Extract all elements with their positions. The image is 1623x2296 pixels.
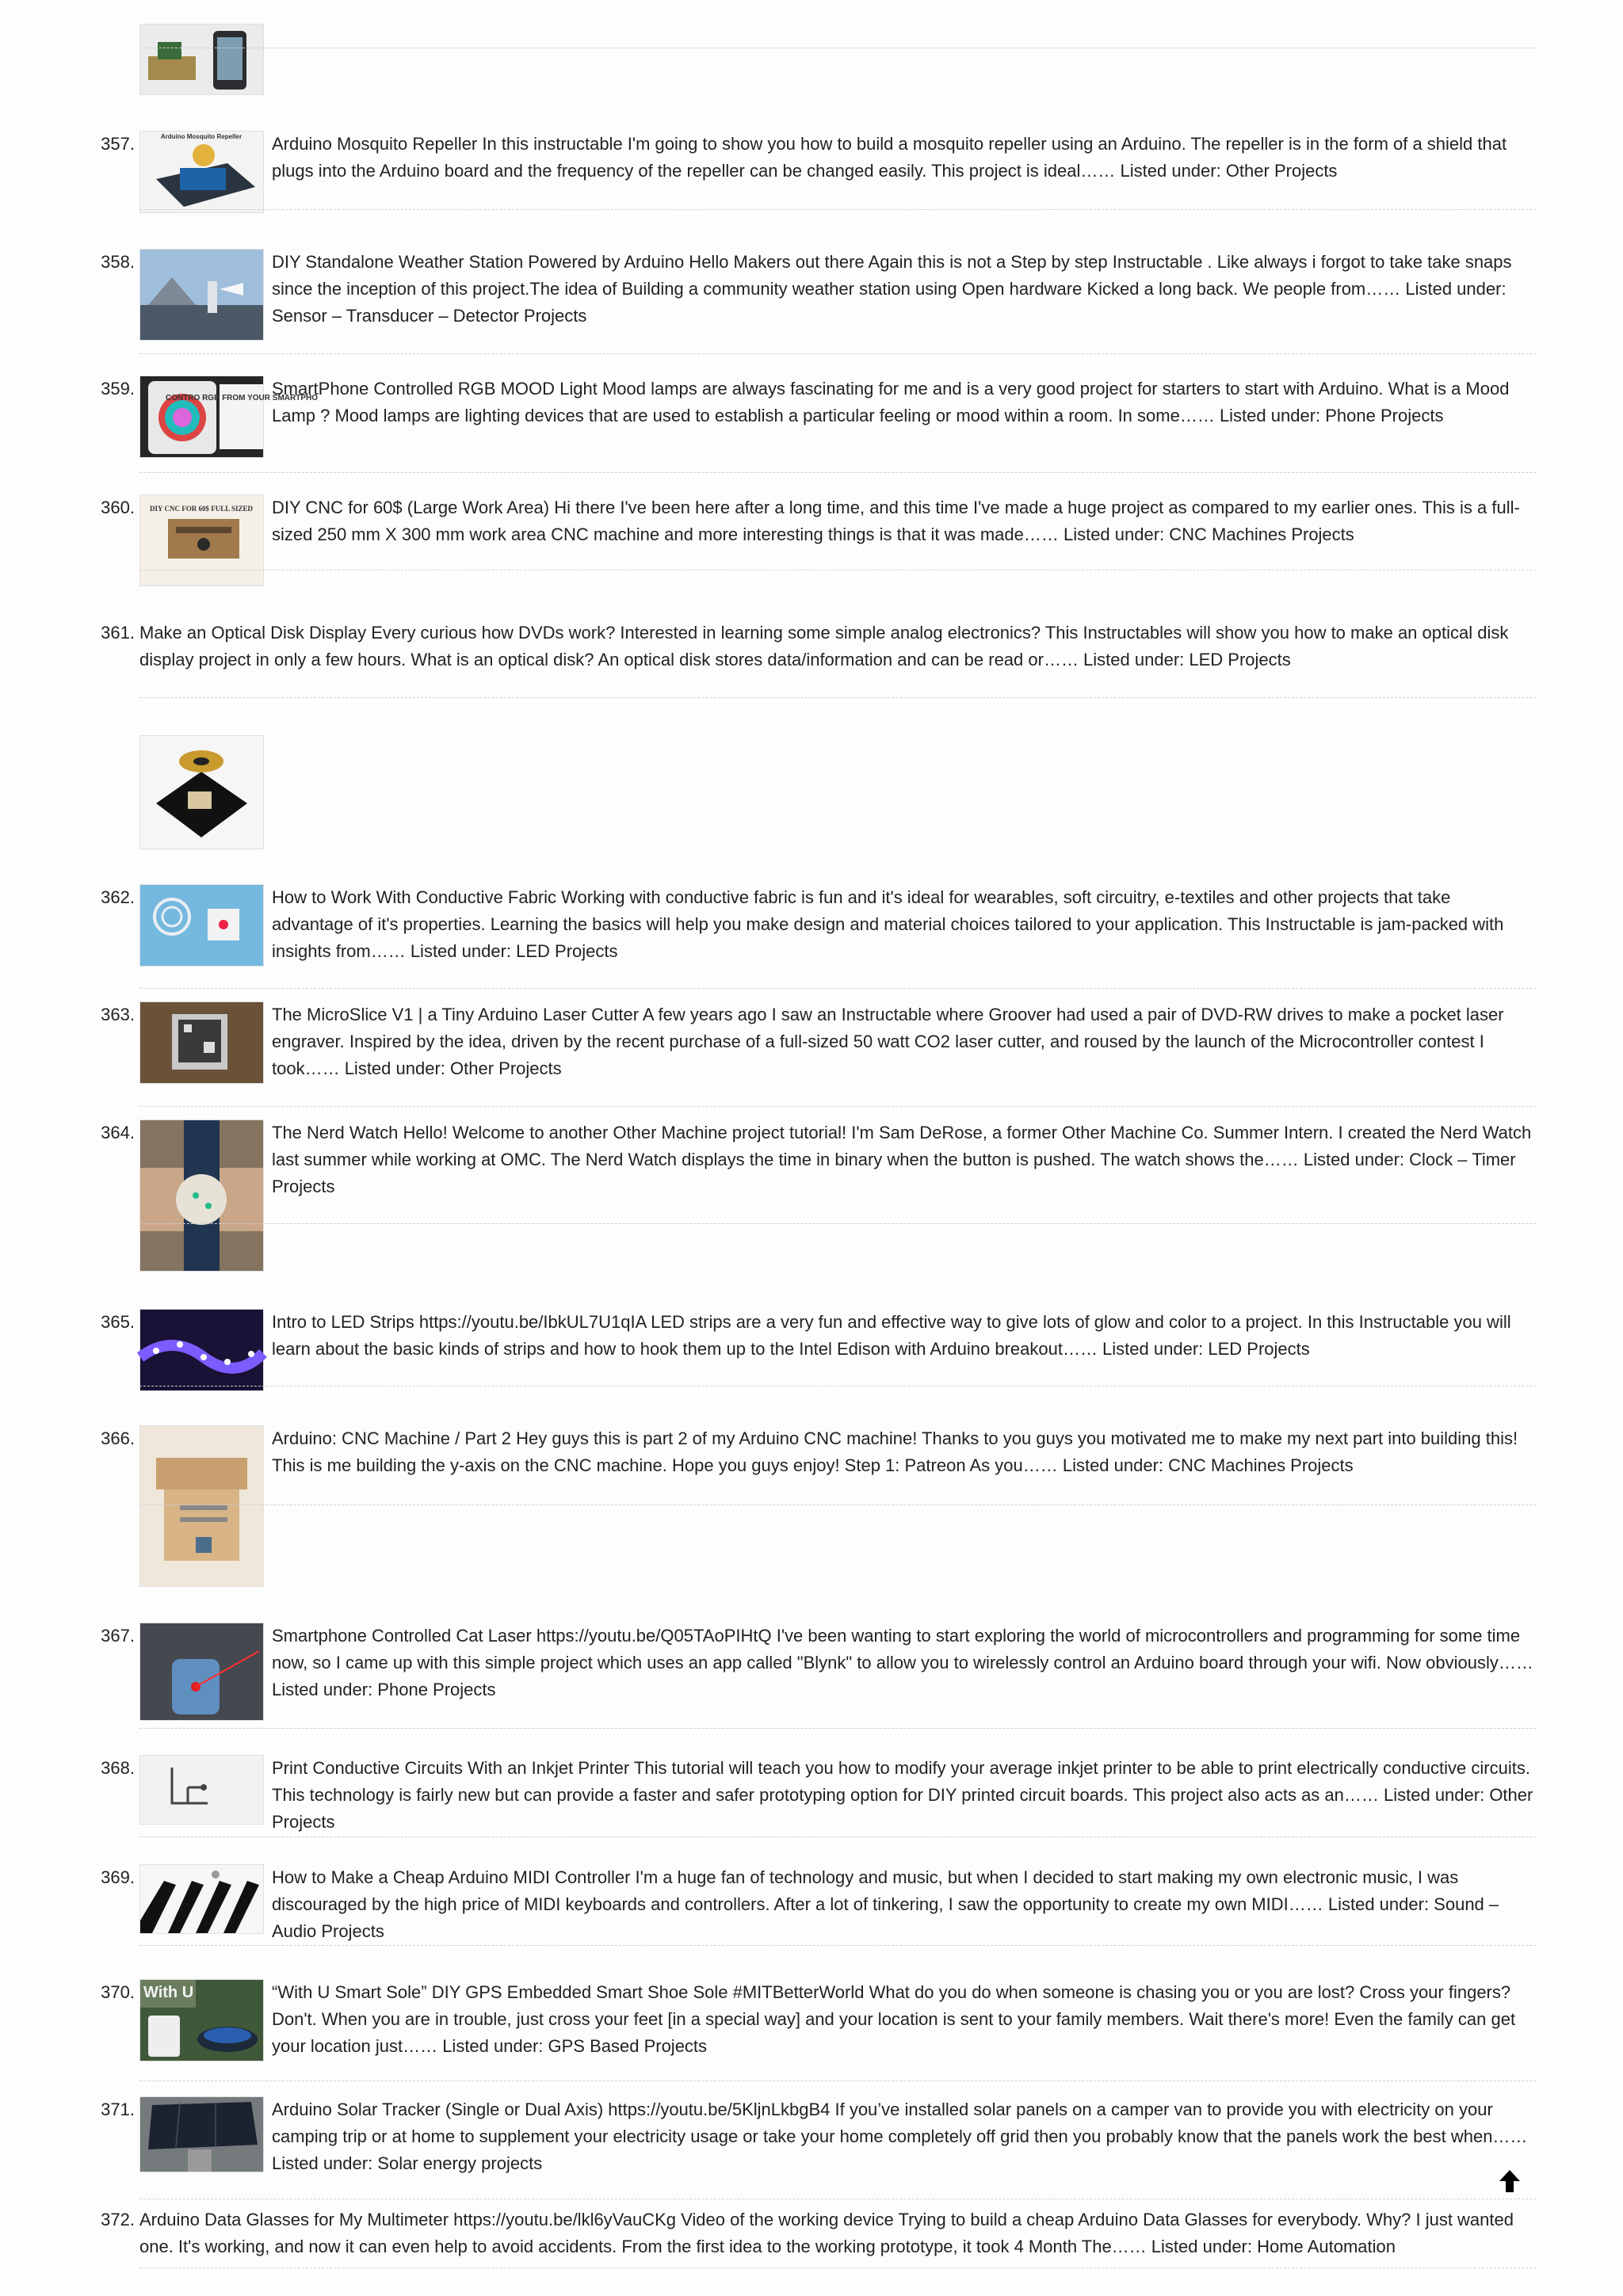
thumb-caption: Arduino Mosquito Repeller [160, 133, 242, 140]
project-image-icon [140, 2097, 263, 2172]
thumb-caption: CONTRO RGB FROM YOUR SMARTPHO [165, 394, 319, 402]
item-number: 362. [101, 887, 135, 907]
thumbnail[interactable] [139, 1001, 264, 1084]
list-item [98, 24, 1536, 95]
divider [139, 1106, 1536, 1107]
thumb-caption: DIY CNC FOR 60$ FULL SIZED [150, 505, 253, 513]
divider [139, 472, 1536, 473]
item-description[interactable]: Arduino: CNC Machine / Part 2 Hey guys this is part 2 of my Arduino CNC machine! Thanks to you guys you motivated me to make my next part into building this! This is me building the y-axis on the CNC machine. Hope you guys enjoy! Step 1: Patreon As you…… Listed under: CNC Machines Projects [272, 1428, 1518, 1475]
list-item [98, 494, 1536, 589]
project-image-icon [140, 495, 263, 585]
project-image-icon [140, 1120, 263, 1271]
item-number: 368. [101, 1758, 135, 1778]
item-description[interactable]: The MicroSlice V1 | a Tiny Arduino Laser Cutter A few years ago I saw an Instructable where Groover had used a pair of DVD-RW drives to make a pocket laser engraver. Inspired by the idea, driven by the recent purchase of a full-sized 50 watt CO2 laser cutter, and roused by the launch of the Microcontroller contest I took…… Listed under: Other Projects [272, 1005, 1504, 1078]
list-item [98, 1001, 1536, 1084]
divider [139, 697, 1536, 698]
divider [139, 988, 1536, 989]
item-description[interactable]: “With U Smart Sole” DIY GPS Embedded Smart Shoe Sole #MITBetterWorld What do you do when someone is chasing you or you are lost? Cross your fingers? Don't. When you are in trouble, just cross your feet [in a special way] and your location is sent to your family members. Wait there's more! Even the family can get your location just…… Listed under: GPS Based Projects [272, 1982, 1516, 2056]
project-image-icon [140, 1980, 263, 2061]
list-item [98, 249, 1536, 341]
thumbnail[interactable] [139, 884, 264, 967]
list-item [98, 2096, 1536, 2179]
divider [139, 1223, 1536, 1224]
thumbnail[interactable] [139, 1425, 264, 1587]
item-number: 371. [101, 2100, 135, 2119]
thumbnail[interactable] [139, 249, 264, 341]
item-description[interactable]: The Nerd Watch Hello! Welcome to another Other Machine project tutorial! I'm Sam DeRose, a former Other Machine Co. Summer Intern. I created the Nerd Watch last summer while working at OMC. The Nerd Watch displays the time in binary when the button is pushed. The watch shows the…… Listed under: Clock – Timer Projects [272, 1123, 1532, 1196]
list-item [98, 1309, 1536, 1391]
project-image-icon [140, 1426, 263, 1586]
divider [139, 1836, 1536, 1837]
item-description[interactable]: Intro to LED Strips https://youtu.be/IbkUL7U1qIA LED strips are a very fun and effective way to give lots of glow and color to a project. In this Instructable you will learn about the basic kinds of strips and how to hook them up to the Intel Edison with Arduino breakout…… Listed under: LED Projects [272, 1312, 1511, 1359]
item-description[interactable]: Arduino Mosquito Repeller In this instructable I'm going to show you how to build a mosquito repeller using an Arduino. The repeller is in the form of a shield that plugs into the Arduino board and the frequency of the repeller can be changed easily. This project is ideal…… Listed under: Other Projects [272, 134, 1507, 181]
thumbnail[interactable] [139, 735, 264, 849]
list-item [98, 376, 1536, 458]
item-description[interactable]: DIY CNC for 60$ (Large Work Area) Hi there I've been here after a long time, and this time I've made a huge project as compared to my earlier ones. This is a full-sized 250 mm X 300 mm work area CNC machine and more interesting things is that it was made…… Listed under: CNC Machines Projects [272, 498, 1520, 544]
item-number: 360. [101, 498, 135, 517]
item-number: 370. [101, 1982, 135, 2002]
item-description[interactable]: Make an Optical Disk Display Every curious how DVDs work? Interested in learning some simple analog electronics? This Instructables will show you how to make an optical disk display project in only a few hours. What is an optical disk? An optical disk stores data/information and can be read or…… Listed under: LED Projects [139, 623, 1509, 669]
thumbnail[interactable] [139, 131, 264, 213]
item-number: 363. [101, 1005, 135, 1024]
item-description[interactable]: How to Make a Cheap Arduino MIDI Controller I'm a huge fan of technology and music, but when I decided to start making my own electronic music, I was discouraged by the high price of MIDI keyboards and controllers. After a lot of tinkering, I saw the opportunity to create my own MIDI…… Listed under: Sound – Audio Projects [272, 1867, 1499, 1941]
item-number: 366. [101, 1428, 135, 1448]
item-number: 367. [101, 1626, 135, 1646]
item-description[interactable]: Arduino Data Glasses for My Multimeter https://youtu.be/lkl6yVauCKg Video of the working device Trying to build a cheap Arduino Data Glasses for everybody. Why? I just wanted one. It's working, and now it can even help to avoid accidents. From the first idea to the working prototype, it took 4 Month The…… Listed under: Home Automation [139, 2210, 1514, 2256]
item-number: 359. [101, 379, 135, 399]
item-description[interactable]: SmartPhone Controlled RGB MOOD Light Mood lamps are always fascinating for me and is a very good project for starters to start with Arduino. What is a Mood Lamp ? Mood lamps are lighting devices that are used to establish a particular feeling or mood within a room. In some…… Listed under: Phone Projects [272, 379, 1510, 425]
thumbnail[interactable] [139, 1864, 264, 1934]
scroll-top-button[interactable] [1496, 2168, 1523, 2195]
divider [139, 1728, 1536, 1729]
thumbnail[interactable] [139, 1979, 264, 2061]
thumbnail[interactable] [139, 494, 264, 586]
item-description[interactable]: Arduino Solar Tracker (Single or Dual Axis) https://youtu.be/5KljnLkbgB4 If you’ve installed solar panels on a camper van to provide you with electricity on your camping trip or at home to supplement your electricity usage or take your home completely off grid then you probably know that the panels work the best when…… Listed under: Solar energy projects [272, 2100, 1528, 2173]
list-item [98, 1623, 1536, 1721]
list-item [98, 1755, 1536, 1832]
project-image-icon [140, 1310, 263, 1390]
item-number: 358. [101, 252, 135, 272]
thumbnail[interactable] [139, 2096, 264, 2172]
item-number: 357. [101, 134, 135, 154]
divider [139, 353, 1536, 354]
list-item [98, 131, 1536, 218]
divider [139, 2267, 1536, 2268]
thumbnail[interactable] [139, 1755, 264, 1825]
project-image-icon [140, 885, 263, 966]
item-number: 364. [101, 1123, 135, 1142]
item-description[interactable]: DIY Standalone Weather Station Powered by Arduino Hello Makers out there Again this is not a Step by step Instructable . Like always i forgot to take take snaps since the inception of this project.The idea of Building a community weather station using Open hardware Kicked a long back. We people from…… Listed under: Sensor – Transducer – Detector Projects [272, 252, 1512, 326]
arrow-up-icon [1496, 2168, 1523, 2195]
divider [139, 209, 1536, 210]
thumbnail[interactable] [139, 1623, 264, 1721]
project-image-icon [140, 132, 263, 212]
project-image-icon [140, 376, 319, 457]
list-item [98, 1425, 1536, 1587]
project-image-icon [140, 736, 263, 849]
list-item [98, 620, 1536, 849]
project-image-icon [140, 25, 263, 94]
project-image-icon [140, 1002, 263, 1083]
list-item [98, 1864, 1536, 1943]
divider [139, 1945, 1536, 1946]
item-number: 369. [101, 1867, 135, 1887]
item-number: 361. [101, 623, 135, 643]
project-image-icon [140, 1623, 263, 1720]
project-image-icon [140, 250, 263, 340]
thumbnail[interactable] [139, 24, 264, 95]
project-image-icon [140, 1865, 263, 1933]
list-item [98, 1119, 1536, 1272]
item-description[interactable]: How to Work With Conductive Fabric Working with conductive fabric is fun and it's ideal for wearables, soft circuitry, e-textiles and other projects that take advantage of it's properties. Learning the basics will help you make design and material choices tailored to your application. This Instructable is jam-packed with insights from…… Listed under: LED Projects [272, 887, 1504, 961]
item-number: 372. [101, 2210, 135, 2229]
list-item [98, 884, 1536, 971]
list-item [98, 2206, 1536, 2270]
project-image-icon [140, 1756, 263, 1824]
thumbnail[interactable] [139, 376, 319, 458]
thumbnail[interactable] [139, 1309, 264, 1391]
item-description[interactable]: Print Conductive Circuits With an Inkjet Printer This tutorial will teach you how to modify your average inkjet printer to be able to print electrically conductive circuits. This technology is fairly new but can provide a faster and safer prototyping option for DIY printed circuit boards. This project also acts as an…… Listed under: Other Projects [272, 1758, 1533, 1832]
item-description[interactable]: Smartphone Controlled Cat Laser https://youtu.be/Q05TAoPIHtQ I've been wanting to start exploring the world of microcontrollers and programming for some time now, so I came up with this simple project which uses an app called "Blynk" to allow you to wirelessly control an Arduino board through your wifi. Now obviously…… Listed under: Phone Projects [272, 1626, 1533, 1699]
thumbnail[interactable] [139, 1119, 264, 1272]
thumb-caption: With U [143, 1984, 194, 2001]
item-number: 365. [101, 1312, 135, 1332]
list-item [98, 1979, 1536, 2063]
